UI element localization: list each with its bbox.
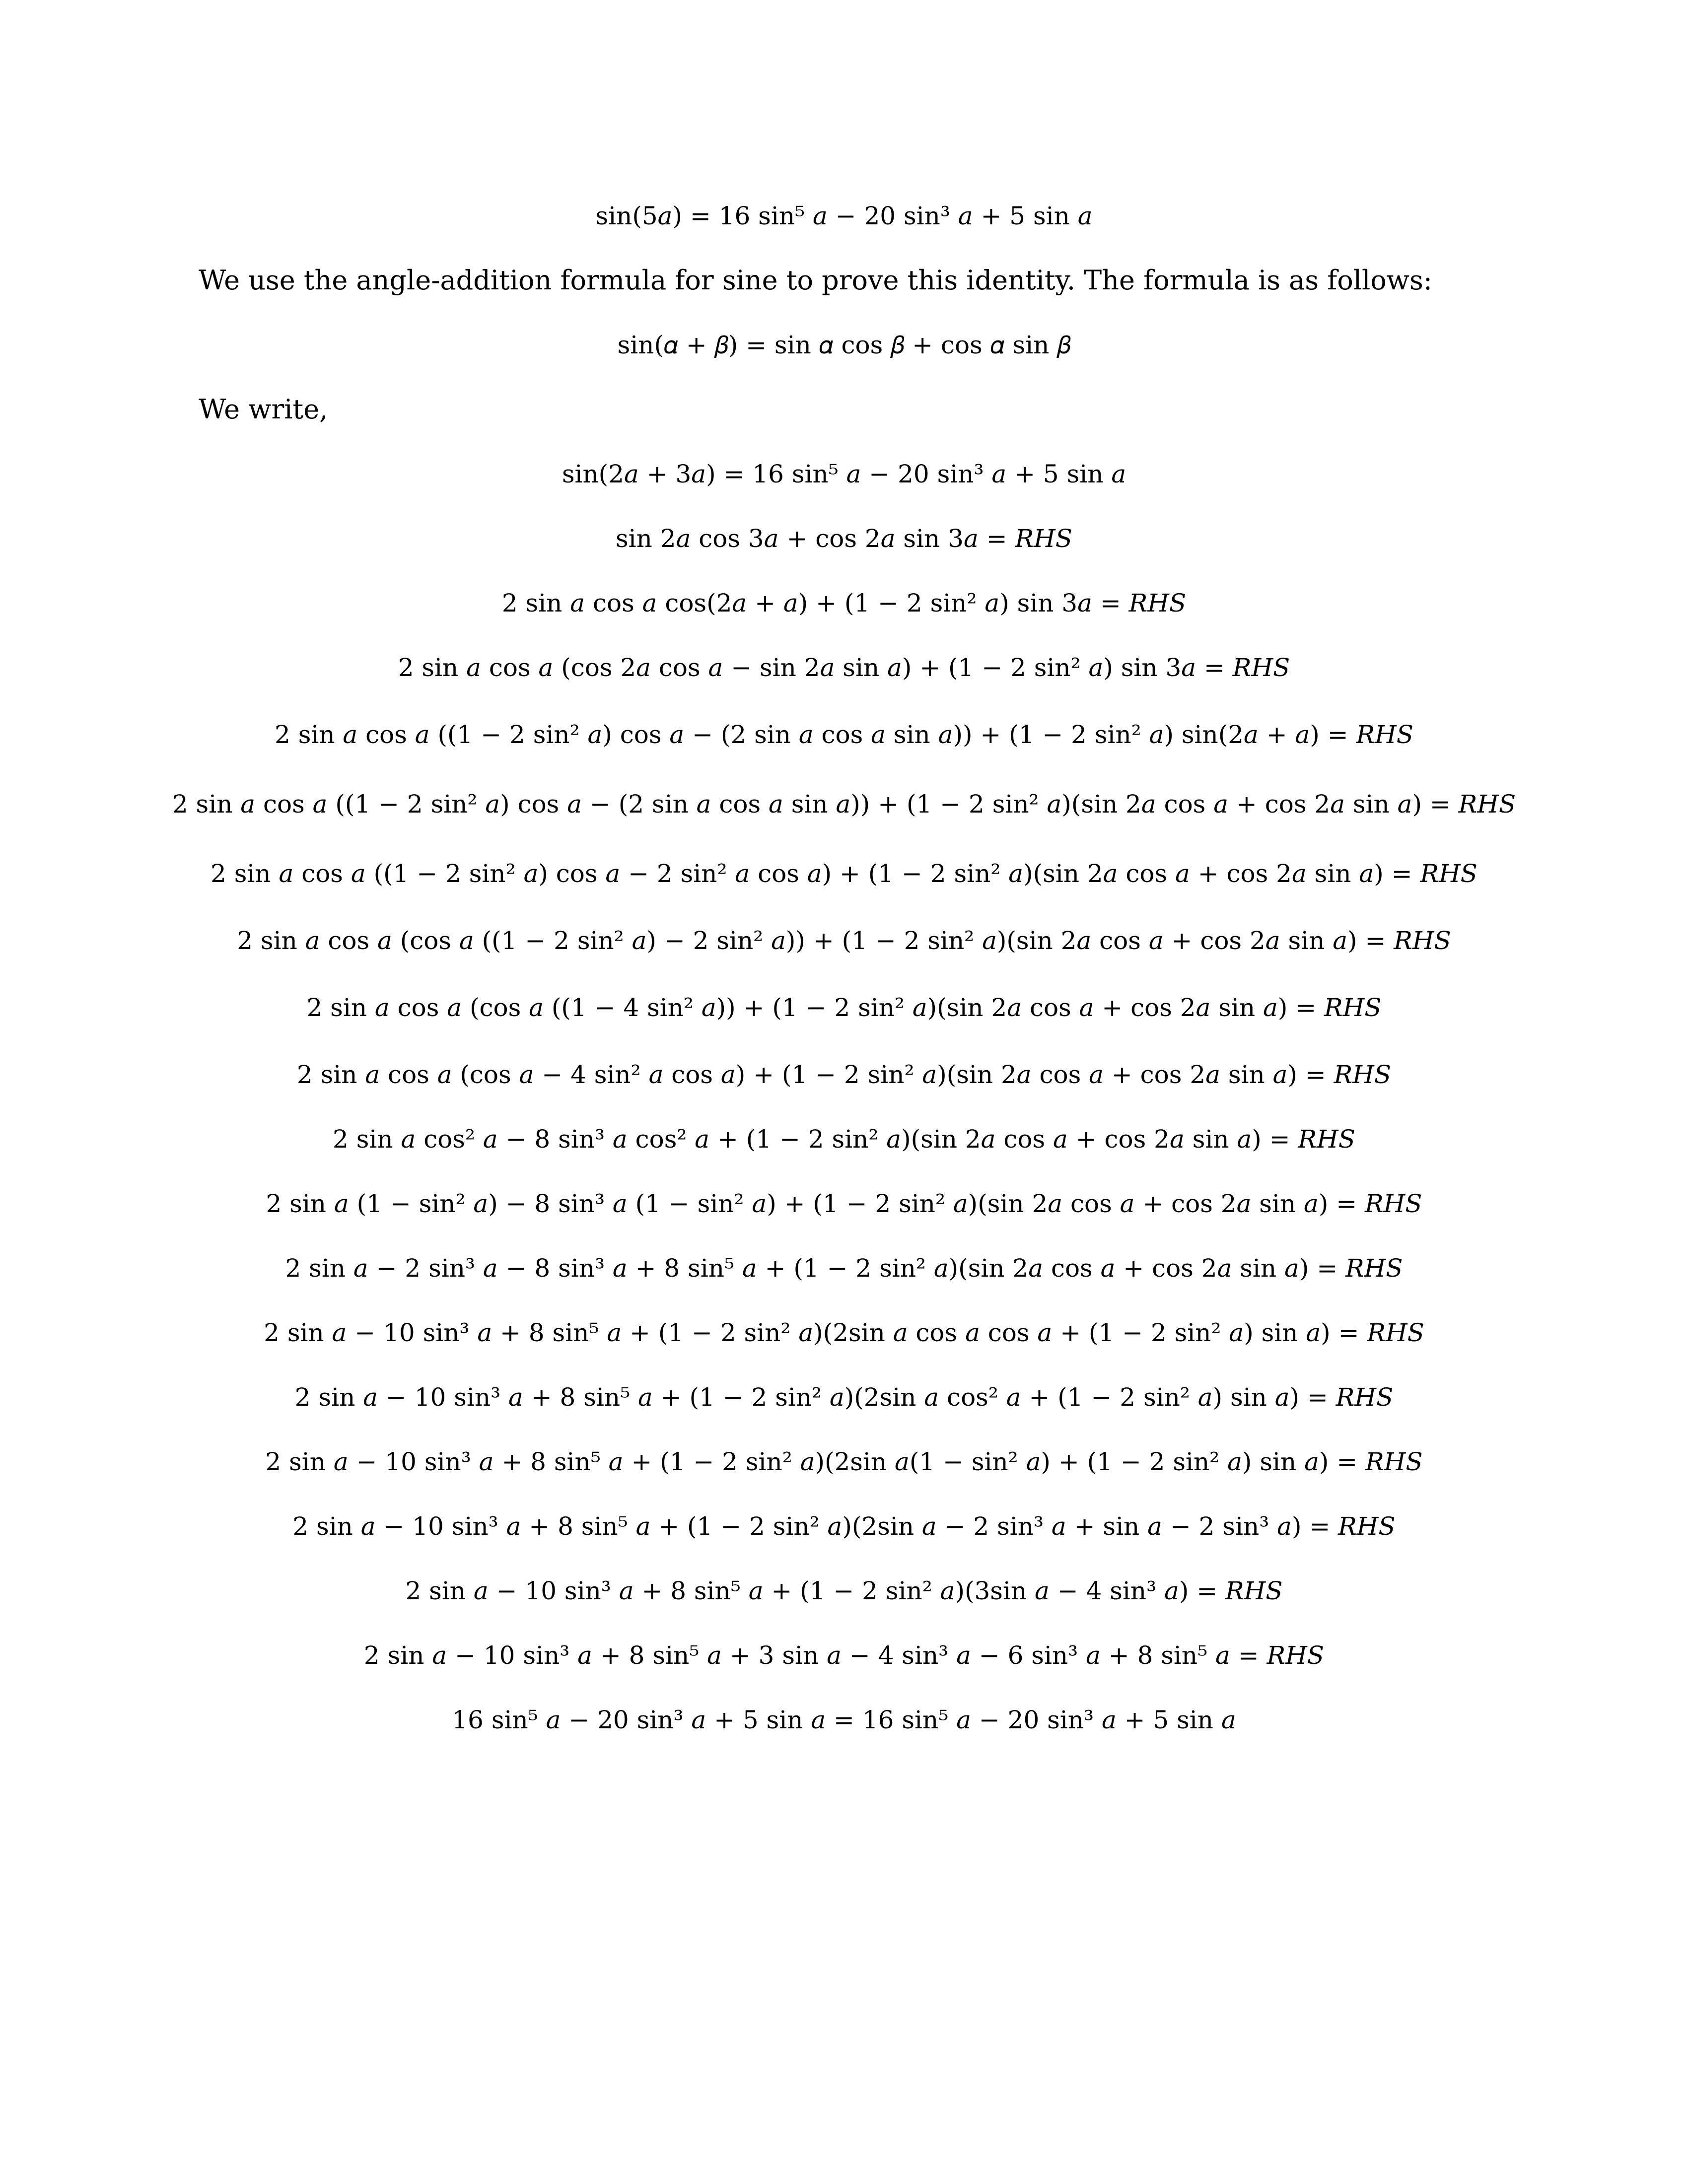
proof-step: 2 sin 𝑎 − 10 sin³ 𝑎 + 8 sin⁵ 𝑎 + (1 − 2 sin² 𝑎)(2sin 𝑎(1 − sin² 𝑎) + (1 − 2 sin² 𝑎) sin 𝑎) = 𝑅𝐻𝑆 — [265, 1447, 1423, 1476]
proof-step: 2 sin 𝑎 cos 𝑎 (cos 2𝑎 cos 𝑎 − sin 2𝑎 sin 𝑎) + (1 − 2 sin² 𝑎) sin 3𝑎 = 𝑅𝐻𝑆 — [398, 653, 1290, 682]
proof-step: 2 sin 𝑎 cos 𝑎 ((1 − 2 sin² 𝑎) cos 𝑎 − 2 sin² 𝑎 cos 𝑎) + (1 − 2 sin² 𝑎)(sin 2𝑎 cos 𝑎 + cos 2𝑎 sin 𝑎) = 𝑅𝐻𝑆 — [211, 859, 1477, 888]
proof-step: sin 2𝑎 cos 3𝑎 + cos 2𝑎 sin 3𝑎 = 𝑅𝐻𝑆 — [616, 524, 1072, 553]
proof-step: 2 sin 𝑎 cos 𝑎 (cos 𝑎 ((1 − 4 sin² 𝑎)) + (1 − 2 sin² 𝑎)(sin 2𝑎 cos 𝑎 + cos 2𝑎 sin 𝑎) = 𝑅𝐻𝑆 — [306, 993, 1382, 1022]
proof-step: 2 sin 𝑎 cos 𝑎 ((1 − 2 sin² 𝑎) cos 𝑎 − (2 sin 𝑎 cos 𝑎 sin 𝑎)) + (1 − 2 sin² 𝑎) sin(2𝑎 + 𝑎) = 𝑅𝐻𝑆 — [274, 720, 1414, 749]
proof-step: 2 sin 𝑎 cos 𝑎 (cos 𝑎 ((1 − 2 sin² 𝑎) − 2 sin² 𝑎)) + (1 − 2 sin² 𝑎)(sin 2𝑎 cos 𝑎 + cos 2𝑎 sin 𝑎) = 𝑅𝐻𝑆 — [237, 926, 1451, 955]
final-equation: 16 sin⁵ 𝑎 − 20 sin³ 𝑎 + 5 sin 𝑎 = 16 sin⁵ 𝑎 − 20 sin³ 𝑎 + 5 sin 𝑎 — [452, 1706, 1236, 1734]
proof-step: 2 sin 𝑎 − 10 sin³ 𝑎 + 8 sin⁵ 𝑎 + (1 − 2 sin² 𝑎)(2sin 𝑎 cos 𝑎 cos 𝑎 + (1 − 2 sin² 𝑎) sin 𝑎) = 𝑅𝐻𝑆 — [264, 1318, 1424, 1347]
angle-addition-formula: sin(𝛼 + 𝛽) = sin 𝛼 cos 𝛽 + cos 𝛼 sin 𝛽 — [617, 331, 1071, 359]
proof-step: 2 sin 𝑎 − 10 sin³ 𝑎 + 8 sin⁵ 𝑎 + (1 − 2 sin² 𝑎)(3sin 𝑎 − 4 sin³ 𝑎) = 𝑅𝐻𝑆 — [405, 1576, 1283, 1605]
intro-paragraph: We use the angle-addition formula for sine to prove this identity. The formula is as follows: — [199, 265, 1432, 296]
proof-step: 2 sin 𝑎 cos 𝑎 ((1 − 2 sin² 𝑎) cos 𝑎 − (2 sin 𝑎 cos 𝑎 sin 𝑎)) + (1 − 2 sin² 𝑎)(sin 2𝑎 cos 𝑎 + cos 2𝑎 sin 𝑎) = 𝑅𝐻𝑆 — [172, 790, 1516, 819]
proof-step: 2 sin 𝑎 (1 − sin² 𝑎) − 8 sin³ 𝑎 (1 − sin² 𝑎) + (1 − 2 sin² 𝑎)(sin 2𝑎 cos 𝑎 + cos 2𝑎 sin 𝑎) = 𝑅𝐻𝑆 — [266, 1189, 1422, 1218]
proof-step: 2 sin 𝑎 cos 𝑎 (cos 𝑎 − 4 sin² 𝑎 cos 𝑎) + (1 − 2 sin² 𝑎)(sin 2𝑎 cos 𝑎 + cos 2𝑎 sin 𝑎) = 𝑅𝐻𝑆 — [296, 1060, 1392, 1089]
proof-step: 2 sin 𝑎 − 10 sin³ 𝑎 + 8 sin⁵ 𝑎 + (1 − 2 sin² 𝑎)(2sin 𝑎 cos² 𝑎 + (1 − 2 sin² 𝑎) sin 𝑎) = 𝑅𝐻𝑆 — [294, 1383, 1394, 1412]
we-write-text: We write, — [199, 394, 328, 425]
proof-step: 2 sin 𝑎 cos² 𝑎 − 8 sin³ 𝑎 cos² 𝑎 + (1 − 2 sin² 𝑎)(sin 2𝑎 cos 𝑎 + cos 2𝑎 sin 𝑎) = 𝑅𝐻𝑆 — [333, 1125, 1355, 1154]
proof-step: sin(2𝑎 + 3𝑎) = 16 sin⁵ 𝑎 − 20 sin³ 𝑎 + 5 sin 𝑎 — [562, 460, 1126, 488]
proof-step: 2 sin 𝑎 cos 𝑎 cos(2𝑎 + 𝑎) + (1 − 2 sin² 𝑎) sin 3𝑎 = 𝑅𝐻𝑆 — [501, 589, 1187, 617]
identity-equation: sin(5𝑎) = 16 sin⁵ 𝑎 − 20 sin³ 𝑎 + 5 sin 𝑎 — [595, 202, 1093, 230]
proof-step: 2 sin 𝑎 − 2 sin³ 𝑎 − 8 sin³ 𝑎 + 8 sin⁵ 𝑎 + (1 − 2 sin² 𝑎)(sin 2𝑎 cos 𝑎 + cos 2𝑎 sin 𝑎) = 𝑅𝐻𝑆 — [285, 1254, 1403, 1283]
proof-step: 2 sin 𝑎 − 10 sin³ 𝑎 + 8 sin⁵ 𝑎 + (1 − 2 sin² 𝑎)(2sin 𝑎 − 2 sin³ 𝑎 + sin 𝑎 − 2 sin³ 𝑎) = 𝑅𝐻𝑆 — [292, 1512, 1396, 1541]
proof-step: 2 sin 𝑎 − 10 sin³ 𝑎 + 8 sin⁵ 𝑎 + 3 sin 𝑎 − 4 sin³ 𝑎 − 6 sin³ 𝑎 + 8 sin⁵ 𝑎 = 𝑅𝐻𝑆 — [363, 1641, 1325, 1670]
